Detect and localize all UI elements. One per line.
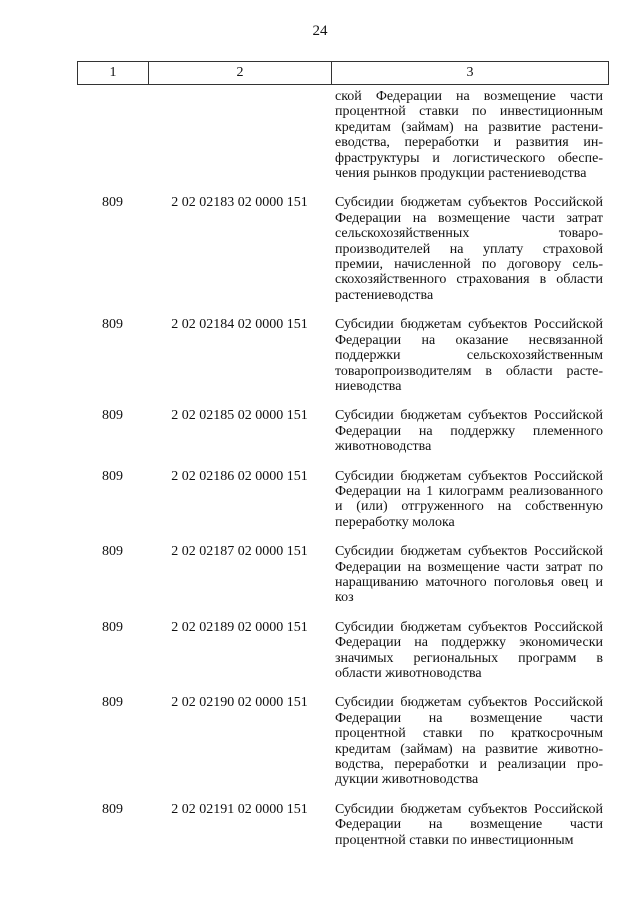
admin-code-cell: 809 [102, 801, 123, 817]
description-cell: Субсидии бюджетам субъектов Российской Федерации на 1 килограмм реализованного и (или) отгруженного на собственную переработку молока [335, 468, 603, 530]
description-cell: Субсидии бюджетам субъектов Российской Федерации на возмещение части процентной ставки по инвестиционным [335, 801, 603, 848]
description-cell: ской Федерации на возмещение части процентной ставки по инвестиционным кредитам (займам) на развитие растениеводства, переработки и развития инфраструктуры и логистического обеспечения рынков продукции растениеводства [335, 89, 603, 182]
admin-code-cell: 809 [102, 317, 123, 333]
budget-code-cell: 2 02 02184 02 0000 151 [171, 317, 308, 333]
budget-code-cell: 2 02 02189 02 0000 151 [171, 619, 308, 635]
table-row [77, 195, 608, 303]
admin-code-cell: 809 [102, 468, 123, 484]
budget-code-cell: 2 02 02183 02 0000 151 [171, 195, 308, 211]
description-cell: Субсидии бюджетам субъектов Российской Федерации на поддержку племенного животноводства [335, 408, 603, 455]
admin-code-cell: 809 [102, 544, 123, 560]
column-header-table [77, 61, 609, 85]
table-row [77, 408, 608, 454]
table-row [77, 544, 608, 606]
budget-code-cell: 2 02 02185 02 0000 151 [171, 408, 308, 424]
description-cell: Субсидии бюджетам субъектов Российской Федерации на возмещение части затрат по наращиванию маточного поголовья овец и коз [335, 544, 603, 606]
budget-code-cell: 2 02 02190 02 0000 151 [171, 695, 308, 711]
table-row [77, 620, 608, 682]
admin-code-cell: 809 [102, 619, 123, 635]
page-number: 24 [312, 23, 328, 39]
budget-code-cell: 2 02 02186 02 0000 151 [171, 468, 308, 484]
column-header-2: 2 [149, 62, 332, 85]
table-body [77, 89, 608, 848]
admin-code-cell: 809 [102, 195, 123, 211]
admin-code-cell: 809 [102, 695, 123, 711]
admin-code-cell: 809 [102, 408, 123, 424]
description-cell: Субсидии бюджетам субъектов Российской Федерации на оказание несвязанной поддержки сельскохозяйственным товаропроизводителям в области растениеводства [335, 317, 603, 394]
budget-code-cell: 2 02 02191 02 0000 151 [171, 801, 308, 817]
description-cell: Субсидии бюджетам субъектов Российской Федерации на поддержку экономически значимых региональных программ в области животноводства [335, 619, 603, 681]
column-header-1: 1 [78, 62, 149, 85]
table-row [77, 469, 608, 531]
column-header-3: 3 [332, 62, 609, 85]
description-cell: Субсидии бюджетам субъектов Российской Федерации на возмещение части затрат сельскохозяйственных товаропроизводителей на уплату страховой премии, начисленной по договору сельскохозяйственного страхования в области растениеводства [335, 195, 603, 303]
column-header-row [78, 62, 609, 85]
description-cell: Субсидии бюджетам субъектов Российской Федерации на возмещение части процентной ставки по краткосрочным кредитам (займам) на развитие животноводства, переработки и реализации продукции животноводства [335, 695, 603, 788]
budget-code-cell: 2 02 02187 02 0000 151 [171, 544, 308, 560]
table-row [77, 317, 608, 394]
table-row [77, 89, 608, 181]
table-row [77, 802, 608, 848]
table-row [77, 695, 608, 787]
